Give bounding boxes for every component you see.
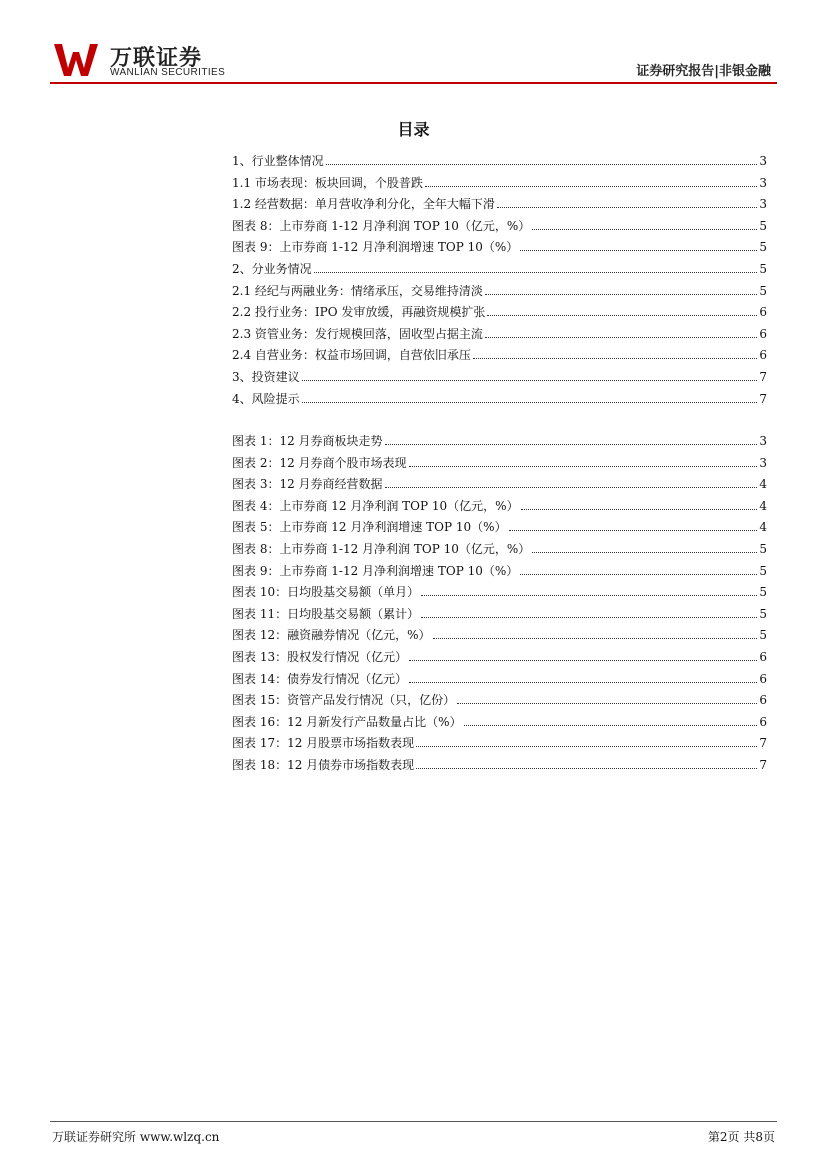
toc-section-entry[interactable]: [232, 260, 767, 282]
dot-leader: [409, 681, 757, 683]
dot-leader: [416, 767, 757, 769]
toc-entry-page: 6: [759, 649, 767, 664]
toc-entry-page: 5: [759, 628, 767, 643]
dot-leader: [314, 271, 758, 273]
dot-leader: [409, 659, 757, 661]
toc-figure-entry[interactable]: [232, 605, 767, 627]
toc-figure-entry[interactable]: [232, 475, 767, 497]
logo-w-icon: [54, 42, 98, 78]
dot-leader: [302, 379, 758, 381]
toc-entry-page: 3: [759, 175, 767, 190]
toc-entry-label: 图表 12：融资融券情况（亿元，%）: [232, 628, 431, 643]
toc-entry-page: 5: [759, 606, 767, 621]
dot-leader: [485, 336, 757, 338]
toc-entry-page: 4: [759, 498, 767, 513]
toc-figure-entry[interactable]: [232, 540, 767, 562]
dot-leader: [425, 185, 757, 187]
toc-figure-entry[interactable]: [232, 648, 767, 670]
dot-leader: [520, 573, 757, 575]
dot-leader: [487, 314, 757, 316]
toc-entry-label: 图表 2：12 月券商个股市场表现: [232, 455, 407, 470]
toc-section-entry[interactable]: [232, 238, 767, 260]
dot-leader: [409, 465, 758, 467]
toc-entry-page: 7: [759, 757, 767, 772]
toc-figure-entry[interactable]: [232, 518, 767, 540]
toc-entry-page: 5: [759, 563, 767, 578]
toc-figure-entry[interactable]: [232, 432, 767, 454]
toc-section-entry[interactable]: [232, 217, 767, 239]
toc-entry-label: 图表 10：日均股基交易额（单月）: [232, 585, 420, 600]
toc-entry-label: 图表 9：上市券商 1-12 月净利润增速 TOP 10（%）: [232, 240, 519, 255]
toc-entry-label: 图表 18：12 月债券市场指数表现: [232, 757, 415, 772]
toc-figures-list: [232, 432, 767, 778]
toc-entry-label: 图表 13：股权发行情况（亿元）: [232, 649, 408, 664]
toc-entry-page: 4: [759, 520, 767, 535]
toc-entry-label: 图表 16：12 月新发行产品数量占比（%）: [232, 714, 462, 729]
dot-leader: [416, 745, 757, 747]
toc-entry-page: 3: [759, 455, 767, 470]
document-type: 证券研究报告|非银金融: [636, 64, 771, 79]
header-divider: [50, 82, 777, 84]
toc-entry-label: 1.1 市场表现：板块回调，个股普跌: [232, 175, 423, 190]
toc-entry-label: 图表 8：上市券商 1-12 月净利润 TOP 10（亿元，%）: [232, 541, 531, 556]
company-logo: [54, 42, 274, 84]
toc-entry-page: 5: [759, 240, 767, 255]
dot-leader: [457, 702, 757, 704]
toc-section-entry[interactable]: [232, 368, 767, 390]
toc-entry-page: 5: [759, 218, 767, 233]
toc-section-entry[interactable]: [232, 325, 767, 347]
dot-leader: [509, 529, 758, 531]
toc-entry-label: 1、行业整体情况: [232, 154, 324, 168]
footer-source: 万联证券研究所 www.wlzq.cn: [52, 1130, 220, 1144]
toc-entry-label: 2.3 资管业务：发行规模回落，固收型占据主流: [232, 326, 483, 341]
toc-figure-entry[interactable]: [232, 626, 767, 648]
dot-leader: [302, 401, 758, 403]
toc-figure-entry[interactable]: [232, 562, 767, 584]
toc-entry-page: 6: [759, 693, 767, 708]
dot-leader: [385, 486, 758, 488]
toc-entry-label: 图表 11：日均股基交易额（累计）: [232, 606, 420, 621]
dot-leader: [326, 163, 758, 165]
dot-leader: [433, 637, 758, 639]
toc-entry-label: 图表 9：上市券商 1-12 月净利润增速 TOP 10（%）: [232, 563, 519, 578]
dot-leader: [532, 551, 757, 553]
toc-section-entry[interactable]: [232, 346, 767, 368]
dot-leader: [520, 249, 757, 251]
toc-entry-label: 图表 15：资管产品发行情况（只，亿份）: [232, 693, 456, 708]
toc-section-entry[interactable]: [232, 152, 767, 174]
toc-figure-entry[interactable]: [232, 583, 767, 605]
dot-leader: [421, 594, 757, 596]
toc-entry-label: 图表 14：债券发行情况（亿元）: [232, 671, 408, 686]
toc-entry-page: 3: [759, 154, 767, 168]
toc-entry-page: 4: [759, 477, 767, 492]
toc-entry-label: 图表 17：12 月股票市场指数表现: [232, 736, 415, 751]
toc-figure-entry[interactable]: [232, 691, 767, 713]
page-header: [50, 38, 777, 84]
toc-entry-page: 7: [759, 391, 767, 406]
toc-entry-label: 1.2 经营数据：单月营收净利分化，全年大幅下滑: [232, 197, 495, 212]
toc-section-entry[interactable]: [232, 195, 767, 217]
toc-figure-entry[interactable]: [232, 756, 767, 778]
toc-entry-label: 3、投资建议: [232, 369, 300, 384]
logo-english-name: WANLIAN SECURITIES: [110, 67, 226, 78]
dot-leader: [532, 228, 757, 230]
toc-entry-page: 3: [759, 434, 767, 448]
toc-figure-entry[interactable]: [232, 734, 767, 756]
toc-figure-entry[interactable]: [232, 670, 767, 692]
toc-entry-label: 图表 8：上市券商 1-12 月净利润 TOP 10（亿元，%）: [232, 218, 531, 233]
toc-section-entry[interactable]: [232, 174, 767, 196]
toc-entry-label: 图表 4：上市券商 12 月净利润 TOP 10（亿元，%）: [232, 498, 519, 513]
toc-entry-page: 5: [759, 585, 767, 600]
dot-leader: [421, 616, 757, 618]
page-number: 第2页 共8页: [707, 1130, 775, 1144]
toc-figure-entry[interactable]: [232, 454, 767, 476]
toc-entry-page: 5: [759, 283, 767, 298]
toc-entry-label: 图表 5：上市券商 12 月净利润增速 TOP 10（%）: [232, 520, 507, 535]
dot-leader: [385, 443, 758, 445]
toc-entry-label: 2、分业务情况: [232, 261, 312, 276]
dot-leader: [521, 508, 758, 510]
toc-figure-entry[interactable]: [232, 713, 767, 735]
toc-entry-page: 6: [759, 326, 767, 341]
toc-entry-label: 图表 3：12 月券商经营数据: [232, 477, 383, 492]
toc-entry-label: 图表 1：12 月券商板块走势: [232, 434, 383, 448]
footer-divider: [50, 1121, 777, 1122]
toc-entry-page: 5: [759, 541, 767, 556]
toc-entry-page: 6: [759, 714, 767, 729]
toc-sections-list: [232, 152, 767, 411]
toc-section-entry[interactable]: [232, 282, 767, 304]
toc-entry-page: 5: [759, 261, 767, 276]
toc-entry-page: 3: [759, 197, 767, 212]
toc-entry-page: 6: [759, 671, 767, 686]
toc-entry-label: 2.1 经纪与两融业务：情绪承压，交易维持清淡: [232, 283, 483, 298]
dot-leader: [497, 206, 757, 208]
dot-leader: [473, 357, 757, 359]
toc-entry-label: 2.4 自营业务：权益市场回调，自营依旧承压: [232, 348, 471, 363]
logo-chinese-name: 万联证券: [110, 46, 203, 71]
dot-leader: [485, 293, 757, 295]
toc-section-entry[interactable]: [232, 303, 767, 325]
toc-figure-entry[interactable]: [232, 497, 767, 519]
toc-entry-page: 6: [759, 348, 767, 363]
toc-entry-page: 7: [759, 369, 767, 384]
toc-section-entry[interactable]: [232, 390, 767, 412]
toc-entry-page: 7: [759, 736, 767, 751]
toc-entry-label: 4、风险提示: [232, 391, 300, 406]
dot-leader: [464, 724, 758, 726]
toc-entry-label: 2.2 投行业务：IPO 发审放缓，再融资规模扩张: [232, 305, 486, 320]
toc-entry-page: 6: [759, 305, 767, 320]
toc-title: 目录: [397, 120, 430, 139]
